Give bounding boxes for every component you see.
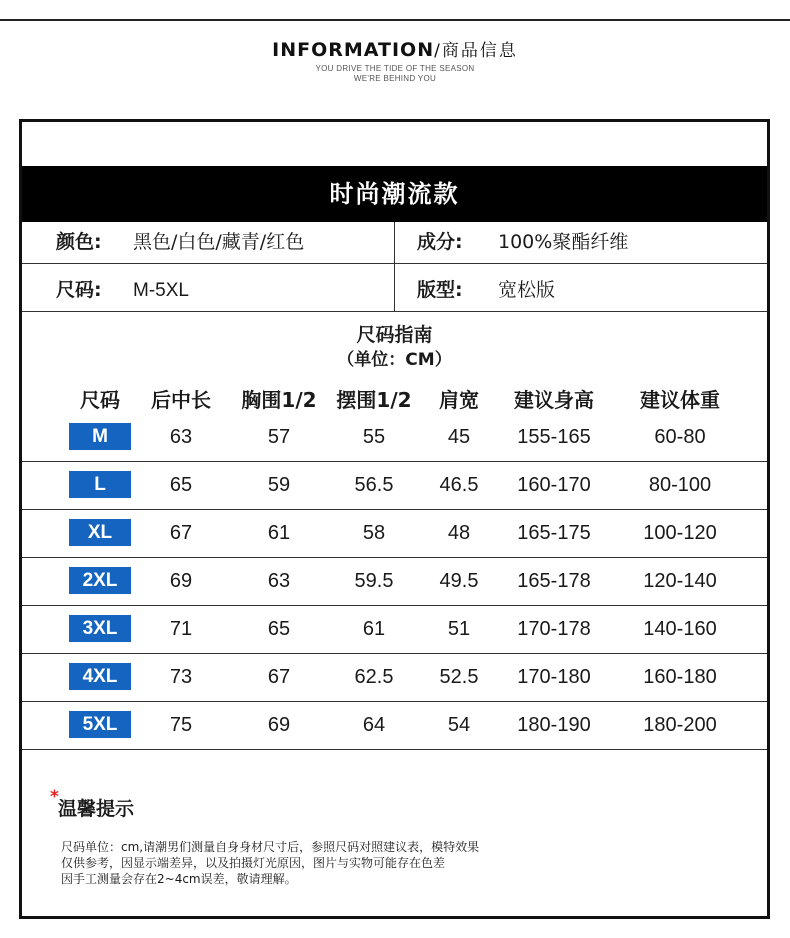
cell-shoulder: 45 [447,426,471,448]
cell-hem: 62.5 [354,666,394,688]
cell-chest: 67 [267,666,291,688]
cell-hem: 64 [362,714,386,736]
cell-back-length: 67 [169,522,193,544]
tips-line: 尺码单位：cm,请潮男们测量自身身材尺寸后，参照尺码对照建议表，模特效果 [61,840,480,854]
cell-weight: 60-80 [654,426,706,448]
cell-chest: 65 [267,618,291,640]
size-badge: 3XL [69,615,131,642]
color-value: 黑色/白色/藏青/红色 [133,231,305,253]
cell-back-length: 75 [169,714,193,736]
size-guide-unit: （单位：CM） [337,350,452,370]
cell-height: 165-175 [517,522,591,544]
fit-label: 版型: [417,279,463,301]
cell-chest: 57 [267,426,291,448]
size-badge: XL [69,519,131,546]
header-subtitle [0,64,790,84]
table-row [22,413,767,462]
cell-height: 180-190 [517,714,591,736]
style-title-band: 时尚潮流款 [22,166,767,222]
table-row [22,461,767,510]
col-header-shoulder: 肩宽 [439,388,479,412]
cell-shoulder: 48 [447,522,471,544]
size-badge: M [69,423,131,450]
cell-shoulder: 54 [447,714,471,736]
info-divider [394,222,395,311]
composition-value: 100%聚酯纤维 [498,231,629,253]
cell-weight: 160-180 [643,666,717,688]
col-header-hem: 摆围1/2 [336,388,412,412]
cell-height: 170-178 [517,618,591,640]
composition-label: 成分: [417,231,463,253]
fit-value: 宽松版 [498,279,556,301]
cell-weight: 80-100 [648,474,712,496]
tips-star: * [50,787,59,807]
header-title-cn: /商品信息 [434,41,518,61]
table-row [22,701,767,750]
size-label: 尺码: [56,279,102,301]
cell-back-length: 63 [169,426,193,448]
top-divider [0,19,790,21]
header-subtitle-line1: YOU DRIVE THE TIDE OF THE SEASON [315,64,475,73]
col-header-weight: 建议体重 [640,388,720,412]
cell-chest: 63 [267,570,291,592]
cell-hem: 58 [362,522,386,544]
col-header-back-length: 后中长 [151,388,211,412]
table-row [22,605,767,654]
tips-text [61,839,721,887]
cell-weight: 100-120 [643,522,717,544]
cell-weight: 180-200 [643,714,717,736]
cell-height: 170-180 [517,666,591,688]
cell-chest: 61 [267,522,291,544]
size-badge: L [69,471,131,498]
info-card [19,119,770,919]
cell-back-length: 69 [169,570,193,592]
size-guide-title: 尺码指南 [356,324,433,346]
cell-hem: 59.5 [354,570,394,592]
cell-hem: 55 [362,426,386,448]
header-subtitle-line2: WE'RE BEHIND YOU [353,74,437,83]
size-badge: 5XL [69,711,131,738]
page-header [0,36,790,84]
tips-line: 仅供参考，因显示端差异，以及拍摄灯光原因，图片与实物可能存在色差 [61,856,446,870]
table-row [22,509,767,558]
col-header-chest: 胸围1/2 [241,388,317,412]
cell-shoulder: 49.5 [439,570,479,592]
size-badge: 4XL [69,663,131,690]
cell-shoulder: 51 [447,618,471,640]
cell-chest: 59 [267,474,291,496]
cell-shoulder: 52.5 [439,666,479,688]
tips-line: 因手工测量会存在2~4cm误差，敬请理解。 [61,872,297,886]
cell-weight: 140-160 [643,618,717,640]
cell-hem: 61 [362,618,386,640]
color-label: 颜色: [56,231,102,253]
header-title-en: INFORMATION [272,39,435,61]
size-value: M-5XL [133,280,189,301]
tips-title [50,787,135,821]
cell-back-length: 71 [169,618,193,640]
cell-chest: 69 [267,714,291,736]
col-header-size: 尺码 [80,388,120,412]
cell-weight: 120-140 [643,570,717,592]
cell-back-length: 65 [169,474,193,496]
cell-hem: 56.5 [354,474,394,496]
table-row [22,653,767,702]
table-row [22,557,767,606]
col-header-height: 建议身高 [514,388,594,412]
size-badge: 2XL [69,567,131,594]
cell-back-length: 73 [169,666,193,688]
cell-shoulder: 46.5 [439,474,479,496]
cell-height: 155-165 [517,426,591,448]
tips-title-text: 温馨提示 [58,798,135,820]
header-title [0,36,790,61]
cell-height: 160-170 [517,474,591,496]
cell-height: 165-178 [517,570,591,592]
